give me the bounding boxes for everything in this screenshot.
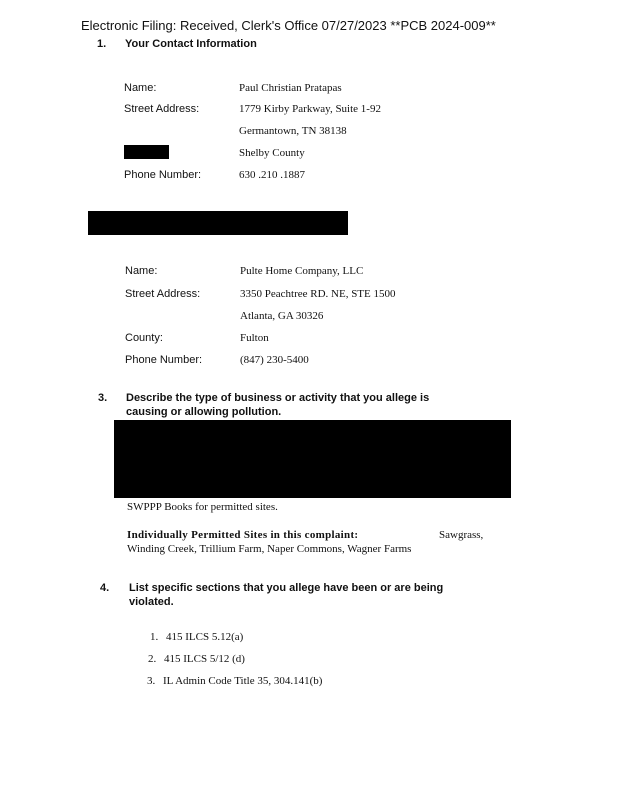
redaction-box-county-label (124, 145, 169, 159)
filing-header: Electronic Filing: Received, Clerk's Office 07/27/2023 **PCB 2024-009** (81, 18, 496, 33)
respondent-street-label: Street Address: (125, 288, 201, 300)
respondent-phone-value: (847) 230-5400 (240, 354, 309, 366)
violation-item-text: IL Admin Code Title 35, 304.141(b) (163, 675, 323, 687)
section-3-number: 3. (98, 392, 108, 404)
swppp-text: SWPPP Books for permitted sites. (127, 501, 278, 513)
respondent-name-label: Name: (125, 265, 158, 277)
section-4-title-line-1: List specific sections that you allege have been or are being (129, 582, 444, 594)
contact-phone-value: 630 .210 .1887 (239, 169, 305, 181)
section-4-number: 4. (100, 582, 110, 594)
violation-item-number: 2. (148, 653, 157, 665)
respondent-street-line-1: 3350 Peachtree RD. NE, STE 1500 (240, 288, 396, 300)
permitted-sites-line-1: Sawgrass, (439, 529, 484, 541)
contact-street-label: Street Address: (124, 103, 200, 115)
redaction-box-business-description (114, 420, 511, 498)
respondent-street-line-2: Atlanta, GA 30326 (240, 310, 324, 322)
contact-street-line-2: Germantown, TN 38138 (239, 125, 347, 137)
redaction-box-section-2-heading (88, 211, 348, 235)
violation-item-number: 3. (147, 675, 156, 687)
section-1-number: 1. (97, 38, 107, 50)
respondent-county-label: County: (125, 332, 163, 344)
contact-name-label: Name: (124, 82, 157, 94)
respondent-name-value: Pulte Home Company, LLC (240, 265, 364, 277)
contact-name-value: Paul Christian Pratapas (239, 82, 342, 94)
permitted-sites-label: Individually Permitted Sites in this complaint: (127, 529, 359, 541)
section-4-title-line-2: violated. (129, 596, 174, 608)
permitted-sites-line-2: Winding Creek, Trillium Farm, Naper Commons, Wagner Farms (127, 543, 412, 555)
contact-phone-label: Phone Number: (124, 169, 202, 181)
violation-item-text: 415 ILCS 5.12(a) (166, 631, 244, 643)
section-1-title: Your Contact Information (125, 38, 257, 50)
contact-street-line-1: 1779 Kirby Parkway, Suite 1-92 (239, 103, 381, 115)
violation-item-number: 1. (150, 631, 159, 643)
violation-item-text: 415 ILCS 5/12 (d) (164, 653, 245, 665)
section-3-title-line-2: causing or allowing pollution. (126, 406, 282, 418)
respondent-county-value: Fulton (240, 332, 269, 344)
respondent-phone-label: Phone Number: (125, 354, 203, 366)
section-3-title-line-1: Describe the type of business or activity that you allege is (126, 392, 430, 404)
contact-county-value: Shelby County (239, 147, 305, 159)
